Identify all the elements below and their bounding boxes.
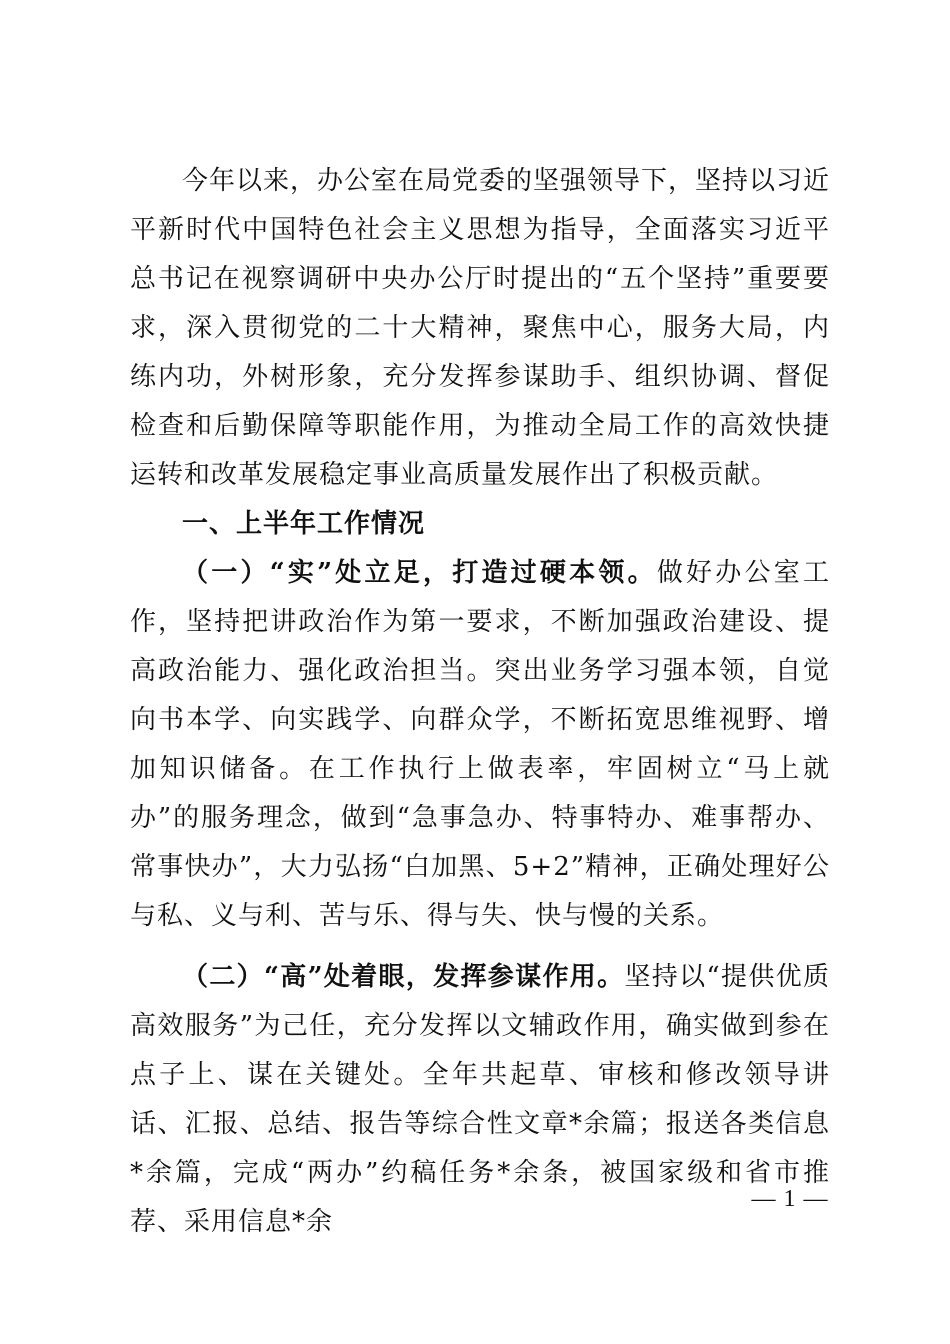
paragraph-gap (130, 941, 830, 953)
item-title-1: （一）“实”处立足，打造过硬本领。 (182, 558, 657, 588)
item-title-2: （二）“高”处着眼，发挥参谋作用。 (182, 962, 625, 992)
intro-paragraph: 今年以来，办公室在局党委的坚强领导下，坚持以习近平新时代中国特色社会主义思想为指导，全面落实习近平总书记在视察调研中央办公厅时提出的“五个坚持”重要要求，深入贯彻党的二十大精神，聚焦中心，服务大局，内练内功，外树形象，充分发挥参谋助手、组织协调、督促检查和后勤保障等职能作用，为推动全局工作的高效快捷运转和改革发展稳定事业高质量发展作出了积极贡献。 (130, 166, 831, 490)
item-paragraph-1 (130, 549, 830, 941)
page-number: — 1 — (751, 1186, 829, 1212)
document-body (130, 157, 830, 1247)
item-paragraph-2 (130, 953, 830, 1247)
item-body-2: 坚持以“提供优质高效服务”为己任，充分发挥以文辅政作用，确实做到参在点子上、谋在关键处。全年共起草、审核和修改领导讲话、汇报、总结、报告等综合性文章*余篇；报送各类信息*余篇，完成“两办”约稿任务*余条，被国家级和省市推荐、采用信息*余 (130, 962, 830, 1237)
item-body-1: 做好办公室工作，坚持把讲政治作为第一要求，不断加强政治建设、提高政治能力、强化政治担当。突出业务学习强本领，自觉向书本学、向实践学、向群众学，不断拓宽思维视野、增加知识储备。在工作执行上做表率，牢固树立“马上就办”的服务理念，做到“急事急办、特事特办、难事帮办、常事快办”，大力弘扬“白加黑、5+2”精神，正确处理好公与私、义与利、苦与乐、得与失、快与慢的关系。 (130, 558, 830, 931)
section-heading: 一、上半年工作情况 (182, 509, 426, 539)
